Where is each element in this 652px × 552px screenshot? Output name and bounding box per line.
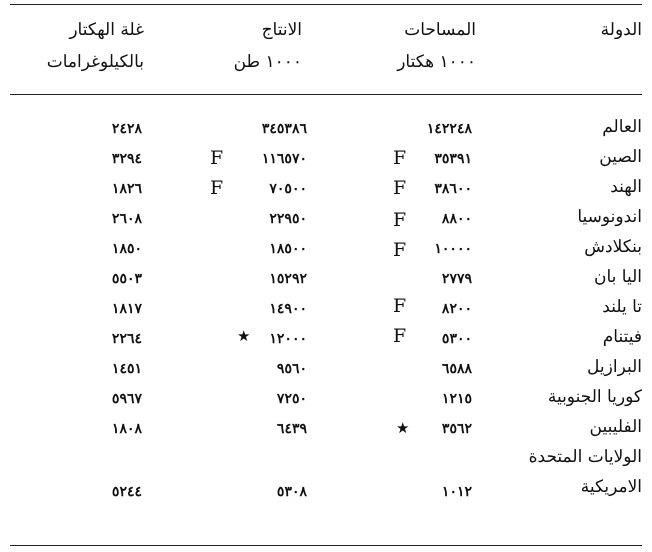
row-2-area-mark: F <box>393 147 407 169</box>
row-2-country: الصين <box>599 147 642 167</box>
row-8-production-mark: ★ <box>237 327 251 345</box>
header-yield-unit: بالكيلوغرامات <box>46 52 144 72</box>
row-7-area-mark: F <box>393 295 407 317</box>
row-8-production: ١٢٠٠٠ <box>269 331 307 347</box>
top-rule <box>10 4 642 5</box>
row-10-country: كوريا الجنوبية <box>547 387 642 407</box>
row-9-production: ٩٥٦٠ <box>276 361 307 377</box>
row-9-area: ٦٥٨٨ <box>441 361 472 377</box>
row-6-yield: ٥٥٠٣ <box>111 271 142 287</box>
row-13-country: الامريكية <box>580 477 642 497</box>
row-12-country: الولايات المتحدة <box>528 447 642 467</box>
row-2-area: ٣٥٣٩١ <box>434 151 472 167</box>
row-4-yield: ٢٦٠٨ <box>111 211 142 227</box>
row-7-area: ٨٢٠٠ <box>441 301 472 317</box>
row-7-yield: ١٨١٧ <box>111 301 142 317</box>
row-8-area-mark: F <box>393 325 407 347</box>
row-4-area-mark: F <box>393 209 407 231</box>
row-9-yield: ١٤٥١ <box>111 361 142 377</box>
row-5-country: بنكلادش <box>584 237 642 257</box>
row-13-yield: ٥٢٤٤ <box>111 484 142 500</box>
row-3-production-mark: F <box>210 177 224 199</box>
row-4-area: ٨٨٠٠ <box>441 211 472 227</box>
row-5-yield: ١٨٥٠ <box>111 241 142 257</box>
row-10-production: ٧٢٥٠ <box>276 391 307 407</box>
row-13-area: ١٠١٢ <box>441 484 472 500</box>
row-11-production: ٦٤٣٩ <box>276 421 307 437</box>
row-3-area: ٣٨٦٠٠ <box>434 181 472 197</box>
row-4-production: ٢٢٩٥٠ <box>269 211 307 227</box>
header-country: الدولة <box>600 20 642 40</box>
header-area-unit: ١٠٠٠ هكتار <box>397 52 476 72</box>
row-3-yield: ١٨٢٦ <box>111 181 142 197</box>
row-11-yield: ١٨٠٨ <box>111 421 142 437</box>
header-production: الانتاج <box>261 20 302 40</box>
row-5-area-mark: F <box>393 239 407 261</box>
row-8-country: فيتنام <box>602 327 642 347</box>
row-11-country: الفليبين <box>589 417 642 437</box>
row-7-production: ١٤٩٠٠ <box>269 301 307 317</box>
row-11-area-mark: ★ <box>396 419 410 437</box>
header-rule <box>10 94 642 95</box>
row-7-country: تا يلند <box>602 297 642 317</box>
bottom-rule <box>10 545 642 546</box>
row-6-country: اليا بان <box>593 267 642 287</box>
row-2-yield: ٣٢٩٤ <box>111 151 142 167</box>
row-1-production: ٣٤٥٣٨٦ <box>261 121 307 137</box>
row-5-area: ١٠٠٠٠ <box>434 241 472 257</box>
header-production-unit: ١٠٠٠ طن <box>233 52 302 72</box>
row-5-production: ١٨٥٠٠ <box>269 241 307 257</box>
row-8-yield: ٢٢٦٤ <box>111 331 142 347</box>
header-yield: غلة الهكتار <box>69 20 144 40</box>
row-4-country: اندونوسيا <box>577 207 642 227</box>
row-2-production-mark: F <box>210 147 224 169</box>
header-area: المساحات <box>404 20 476 40</box>
row-13-production: ٥٣٠٨ <box>276 484 307 500</box>
row-1-country: العالم <box>602 117 642 137</box>
row-3-country: الهند <box>610 177 642 197</box>
row-11-area: ٣٥٦٢ <box>441 421 472 437</box>
row-8-area: ٥٣٠٠ <box>441 331 472 347</box>
row-6-area: ٢٧٧٩ <box>441 271 472 287</box>
row-3-area-mark: F <box>393 177 407 199</box>
row-1-area: ١٤٢٢٤٨ <box>426 121 472 137</box>
row-3-production: ٧٠٥٠٠ <box>269 181 307 197</box>
row-10-area: ١٢١٥ <box>441 391 472 407</box>
row-1-yield: ٢٤٢٨ <box>111 121 142 137</box>
row-10-yield: ٥٩٦٧ <box>111 391 142 407</box>
row-6-production: ١٥٢٩٢ <box>269 271 307 287</box>
row-2-production: ١١٦٥٧٠ <box>261 151 307 167</box>
row-9-country: البرازيل <box>587 357 642 377</box>
